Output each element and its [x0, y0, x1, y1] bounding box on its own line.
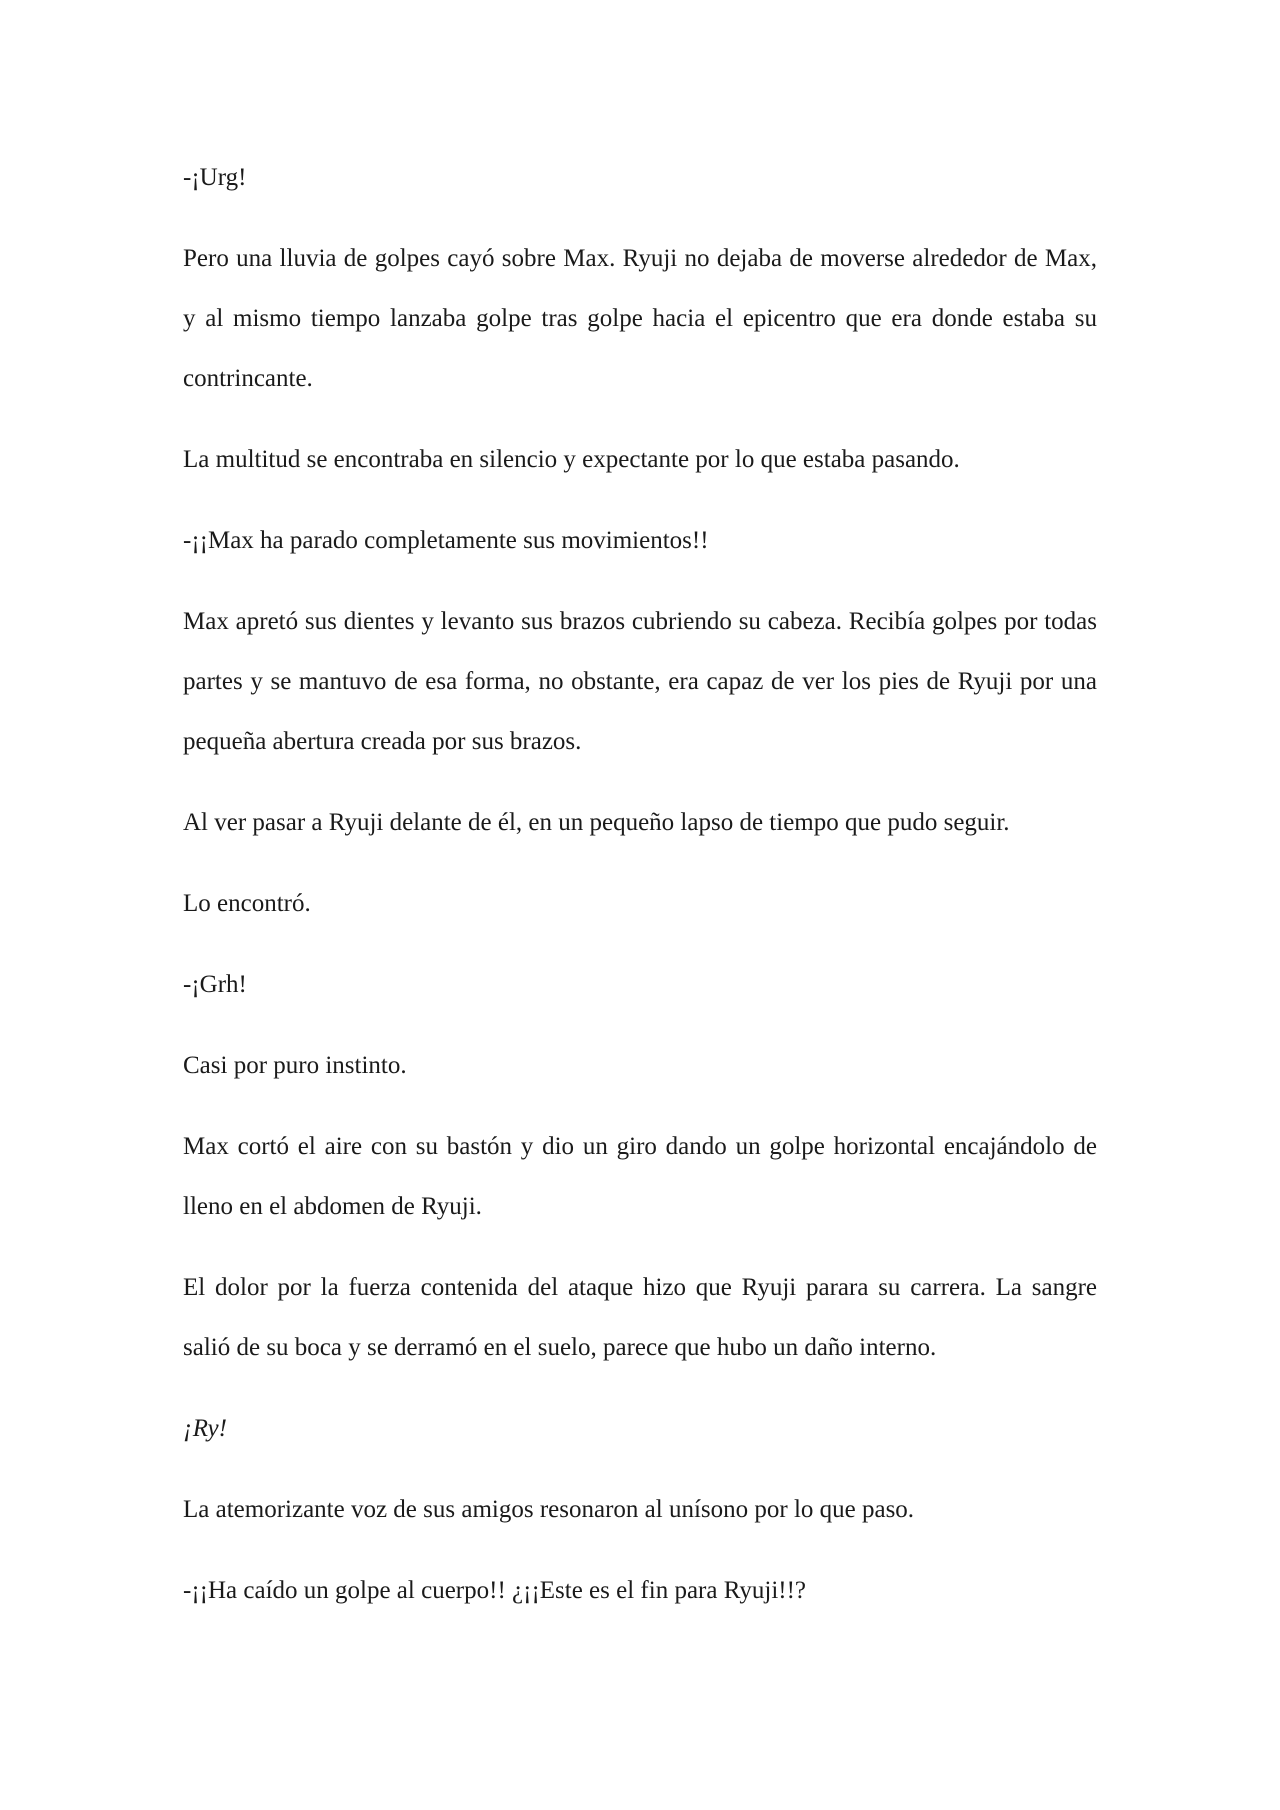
paragraph: -¡Urg! — [183, 164, 247, 191]
paragraph: -¡Grh! — [183, 971, 247, 998]
paragraph: La atemorizante voz de sus amigos resonaron al unísono por lo que paso. — [183, 1496, 915, 1523]
paragraph: Casi por puro instinto. — [183, 1052, 407, 1079]
italic-paragraph: ¡Ry! — [183, 1415, 227, 1442]
paragraph: -¡¡Max ha parado completamente sus movimientos!! — [183, 527, 709, 554]
paragraph: Pero una lluvia de golpes cayó sobre Max. Ryuji no dejaba de moverse alrededor de Max, y al mismo tiempo lanzaba golpe tras golpe hacia el epicentro que era donde estaba su contrincante. — [183, 245, 1097, 392]
paragraph: Max cortó el aire con su bastón y dio un giro dando un golpe horizontal encajándolo de lleno en el abdomen de Ryuji. — [183, 1133, 1097, 1220]
paragraph: Max apretó sus dientes y levanto sus brazos cubriendo su cabeza. Recibía golpes por todas partes y se mantuvo de esa forma, no obstante, era capaz de ver los pies de Ryuji por una pequeña abertura creada por sus brazos. — [183, 608, 1097, 755]
paragraph: El dolor por la fuerza contenida del ataque hizo que Ryuji parara su carrera. La sangre salió de su boca y se derramó en el suelo, parece que hubo un daño interno. — [183, 1274, 1097, 1361]
paragraph: Al ver pasar a Ryuji delante de él, en un pequeño lapso de tiempo que pudo seguir. — [183, 809, 1010, 836]
document-body — [183, 148, 1097, 1642]
paragraph: La multitud se encontraba en silencio y expectante por lo que estaba pasando. — [183, 446, 960, 473]
paragraph: Lo encontró. — [183, 890, 311, 917]
paragraph: -¡¡Ha caído un golpe al cuerpo!! ¿¡¡Este es el fin para Ryuji!!? — [183, 1577, 807, 1604]
